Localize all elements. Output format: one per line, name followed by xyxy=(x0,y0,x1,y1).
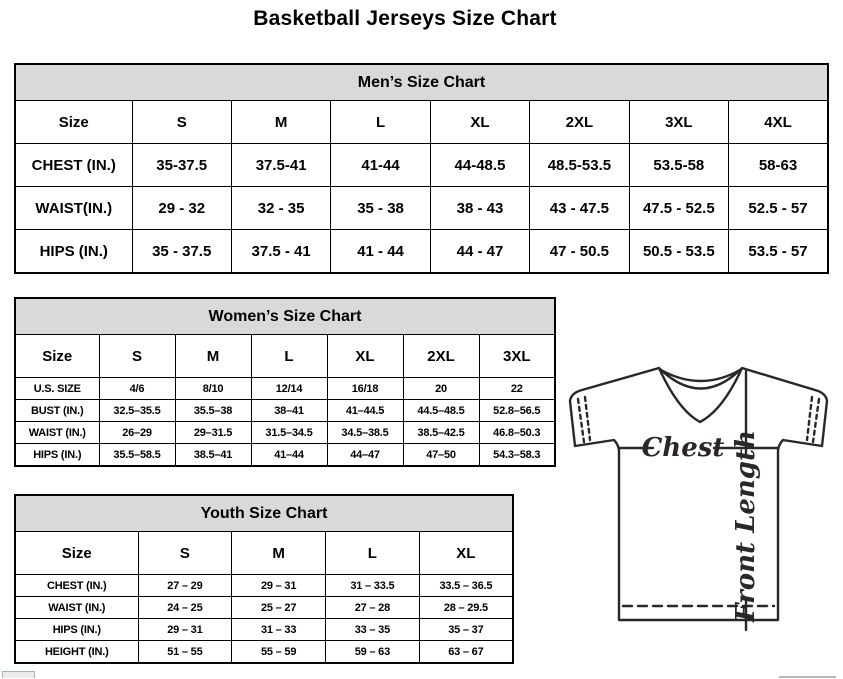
youth-table-caption: Youth Size Chart xyxy=(15,495,513,532)
women-cell-1-0: 32.5–35.5 xyxy=(99,400,175,422)
youth-row-label-0: CHEST (IN.) xyxy=(15,575,138,597)
women-cell-1-2: 38–41 xyxy=(251,400,327,422)
youth-data-row-0 xyxy=(15,575,513,597)
women-cell-2-0: 26–29 xyxy=(99,422,175,444)
women-size-col-m: M xyxy=(175,335,251,378)
collar-inner-arc-2 xyxy=(660,369,741,389)
youth-cell-0-1: 29 – 31 xyxy=(232,575,326,597)
scrollbar-fragment-right xyxy=(779,676,836,678)
men-cell-2-1: 37.5 - 41 xyxy=(231,230,330,274)
women-cell-1-5: 52.8–56.5 xyxy=(479,400,555,422)
chest-label: Chest xyxy=(641,433,725,463)
women-cell-0-3: 16/18 xyxy=(327,378,403,400)
youth-data-row-3 xyxy=(15,641,513,664)
women-cell-2-5: 46.8–50.3 xyxy=(479,422,555,444)
women-table-caption: Women’s Size Chart xyxy=(15,298,555,335)
women-data-row-2 xyxy=(15,422,555,444)
women-cell-1-4: 44.5–48.5 xyxy=(403,400,479,422)
men-size-header-label: Size xyxy=(15,101,132,144)
youth-size-col-m: M xyxy=(232,532,326,575)
women-cell-0-4: 20 xyxy=(403,378,479,400)
women-cell-1-3: 41–44.5 xyxy=(327,400,403,422)
youth-cell-0-2: 31 – 33.5 xyxy=(326,575,420,597)
men-cell-2-2: 41 - 44 xyxy=(331,230,430,274)
men-cell-1-0: 29 - 32 xyxy=(132,187,231,230)
youth-cell-1-3: 28 – 29.5 xyxy=(419,597,513,619)
men-cell-1-6: 52.5 - 57 xyxy=(729,187,828,230)
men-data-row-0 xyxy=(15,144,828,187)
youth-cell-3-0: 51 – 55 xyxy=(138,641,232,664)
youth-cell-0-3: 33.5 – 36.5 xyxy=(419,575,513,597)
women-data-row-3 xyxy=(15,444,555,467)
women-cell-2-1: 29–31.5 xyxy=(175,422,251,444)
women-cell-1-1: 35.5–38 xyxy=(175,400,251,422)
women-cell-0-5: 22 xyxy=(479,378,555,400)
men-cell-0-5: 53.5-58 xyxy=(629,144,728,187)
men-cell-0-0: 35-37.5 xyxy=(132,144,231,187)
women-size-col-2xl: 2XL xyxy=(403,335,479,378)
women-row-label-1: BUST (IN.) xyxy=(15,400,99,422)
men-row-label-1: WAIST(IN.) xyxy=(15,187,132,230)
men-cell-0-2: 41-44 xyxy=(331,144,430,187)
women-cell-3-1: 38.5–41 xyxy=(175,444,251,467)
women-size-col-l: L xyxy=(251,335,327,378)
men-size-col-2xl: 2XL xyxy=(530,101,629,144)
youth-cell-1-1: 25 – 27 xyxy=(232,597,326,619)
men-cell-0-1: 37.5-41 xyxy=(231,144,330,187)
men-cell-1-1: 32 - 35 xyxy=(231,187,330,230)
page-title: Basketball Jerseys Size Chart xyxy=(253,7,557,30)
women-data-row-1 xyxy=(15,400,555,422)
youth-cell-2-1: 31 – 33 xyxy=(232,619,326,641)
youth-cell-1-2: 27 – 28 xyxy=(326,597,420,619)
women-size-col-3xl: 3XL xyxy=(479,335,555,378)
men-row-label-2: HIPS (IN.) xyxy=(15,230,132,274)
men-cell-2-0: 35 - 37.5 xyxy=(132,230,231,274)
scrollbar-fragment-left xyxy=(2,671,35,678)
women-cell-2-2: 31.5–34.5 xyxy=(251,422,327,444)
men-cell-1-3: 38 - 43 xyxy=(430,187,529,230)
men-size-col-xl: XL xyxy=(430,101,529,144)
women-cell-3-2: 41–44 xyxy=(251,444,327,467)
men-cell-0-3: 44-48.5 xyxy=(430,144,529,187)
youth-data-row-2 xyxy=(15,619,513,641)
youth-size-col-s: S xyxy=(138,532,232,575)
men-size-col-3xl: 3XL xyxy=(629,101,728,144)
women-cell-0-0: 4/6 xyxy=(99,378,175,400)
women-cell-3-5: 54.3–58.3 xyxy=(479,444,555,467)
youth-row-label-1: WAIST (IN.) xyxy=(15,597,138,619)
men-table xyxy=(14,63,829,274)
men-cell-2-5: 50.5 - 53.5 xyxy=(629,230,728,274)
men-size-col-m: M xyxy=(231,101,330,144)
men-size-col-s: S xyxy=(132,101,231,144)
jersey-outline-shape xyxy=(570,368,827,620)
youth-cell-3-1: 55 – 59 xyxy=(232,641,326,664)
front-length-label: Front Length xyxy=(731,430,761,622)
mens-size-chart-table xyxy=(14,63,829,274)
women-row-label-3: HIPS (IN.) xyxy=(15,444,99,467)
women-cell-3-0: 35.5–58.5 xyxy=(99,444,175,467)
men-cell-0-4: 48.5-53.5 xyxy=(530,144,629,187)
youth-size-col-l: L xyxy=(326,532,420,575)
men-cell-1-5: 47.5 - 52.5 xyxy=(629,187,728,230)
women-cell-3-3: 44–47 xyxy=(327,444,403,467)
youth-data-row-1 xyxy=(15,597,513,619)
women-table xyxy=(14,297,556,467)
women-size-header-label: Size xyxy=(15,335,99,378)
men-cell-2-6: 53.5 - 57 xyxy=(729,230,828,274)
youth-size-chart-table xyxy=(14,494,514,664)
women-cell-3-4: 47–50 xyxy=(403,444,479,467)
youth-cell-2-3: 35 – 37 xyxy=(419,619,513,641)
men-data-row-2 xyxy=(15,230,828,274)
women-row-label-2: WAIST (IN.) xyxy=(15,422,99,444)
women-cell-0-1: 8/10 xyxy=(175,378,251,400)
men-row-label-0: CHEST (IN.) xyxy=(15,144,132,187)
youth-cell-0-0: 27 – 29 xyxy=(138,575,232,597)
youth-cell-1-0: 24 – 25 xyxy=(138,597,232,619)
women-row-label-0: U.S. SIZE xyxy=(15,378,99,400)
jersey-measurement-diagram xyxy=(556,358,843,652)
women-size-col-xl: XL xyxy=(327,335,403,378)
men-size-col-4xl: 4XL xyxy=(729,101,828,144)
youth-cell-2-2: 33 – 35 xyxy=(326,619,420,641)
youth-size-col-xl: XL xyxy=(419,532,513,575)
youth-row-label-2: HIPS (IN.) xyxy=(15,619,138,641)
youth-table xyxy=(14,494,514,664)
men-cell-2-3: 44 - 47 xyxy=(430,230,529,274)
men-table-caption: Men’s Size Chart xyxy=(15,64,828,101)
men-cell-0-6: 58-63 xyxy=(729,144,828,187)
womens-size-chart-table xyxy=(14,297,556,467)
youth-size-header-label: Size xyxy=(15,532,138,575)
women-cell-2-3: 34.5–38.5 xyxy=(327,422,403,444)
men-data-row-1 xyxy=(15,187,828,230)
youth-cell-3-3: 63 – 67 xyxy=(419,641,513,664)
youth-row-label-3: HEIGHT (IN.) xyxy=(15,641,138,664)
women-cell-2-4: 38.5–42.5 xyxy=(403,422,479,444)
youth-cell-2-0: 29 – 31 xyxy=(138,619,232,641)
youth-cell-3-2: 59 – 63 xyxy=(326,641,420,664)
men-size-col-l: L xyxy=(331,101,430,144)
men-cell-1-4: 43 - 47.5 xyxy=(530,187,629,230)
men-cell-2-4: 47 - 50.5 xyxy=(530,230,629,274)
women-size-col-s: S xyxy=(99,335,175,378)
women-cell-0-2: 12/14 xyxy=(251,378,327,400)
men-cell-1-2: 35 - 38 xyxy=(331,187,430,230)
women-data-row-0 xyxy=(15,378,555,400)
